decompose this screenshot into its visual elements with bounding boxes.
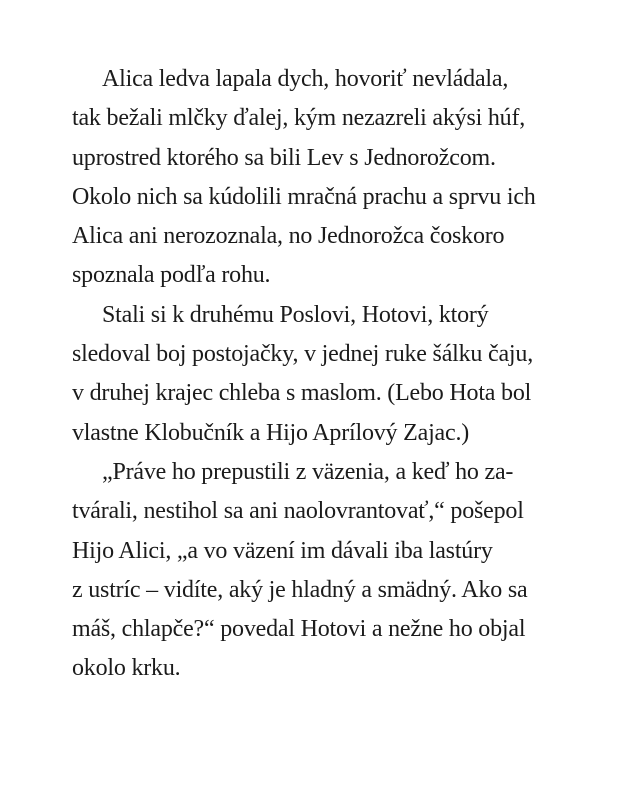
text-line: spoznala podľa rohu. — [72, 262, 271, 289]
text-line: sledoval boj postojačky, v jednej ruke šálku čaju, — [72, 341, 533, 368]
text-line: okolo krku. — [72, 655, 181, 682]
text-line: Alica ledva lapala dych, hovoriť nevládala, — [102, 66, 509, 92]
text-line: Hijo Alici, „a vo väzení im dávali iba lastúry — [72, 537, 493, 564]
text-line: máš, chlapče?“ povedal Hotovi a nežne ho objal — [72, 616, 526, 643]
text-line: z ustríc – vidíte, aký je hladný a smädný. Ako sa — [72, 576, 528, 603]
body-text — [72, 60, 572, 689]
text-line: v druhej krajec chleba s maslom. (Lebo Hota bol — [72, 380, 532, 407]
text-line: Stali si k druhému Poslovi, Hotovi, ktorý — [102, 301, 489, 328]
text-line: „Práve ho prepustili z väzenia, a keď ho za- — [102, 458, 514, 485]
text-line: uprostred ktorého sa bili Lev s Jednorožcom. — [72, 144, 496, 171]
text-line: vlastne Klobučník a Hijo Aprílový Zajac.) — [72, 419, 470, 446]
text-line: tak bežali mlčky ďalej, kým nezazreli akýsi húf, — [72, 105, 526, 132]
text-line: tvárali, nestihol sa ani naolovrantovať,“ pošepol — [72, 498, 524, 525]
text-line: Okolo nich sa kúdolili mračná prachu a sprvu ich — [72, 183, 536, 210]
text-line: Alica ani nerozoznala, no Jednorožca čoskoro — [72, 223, 505, 250]
